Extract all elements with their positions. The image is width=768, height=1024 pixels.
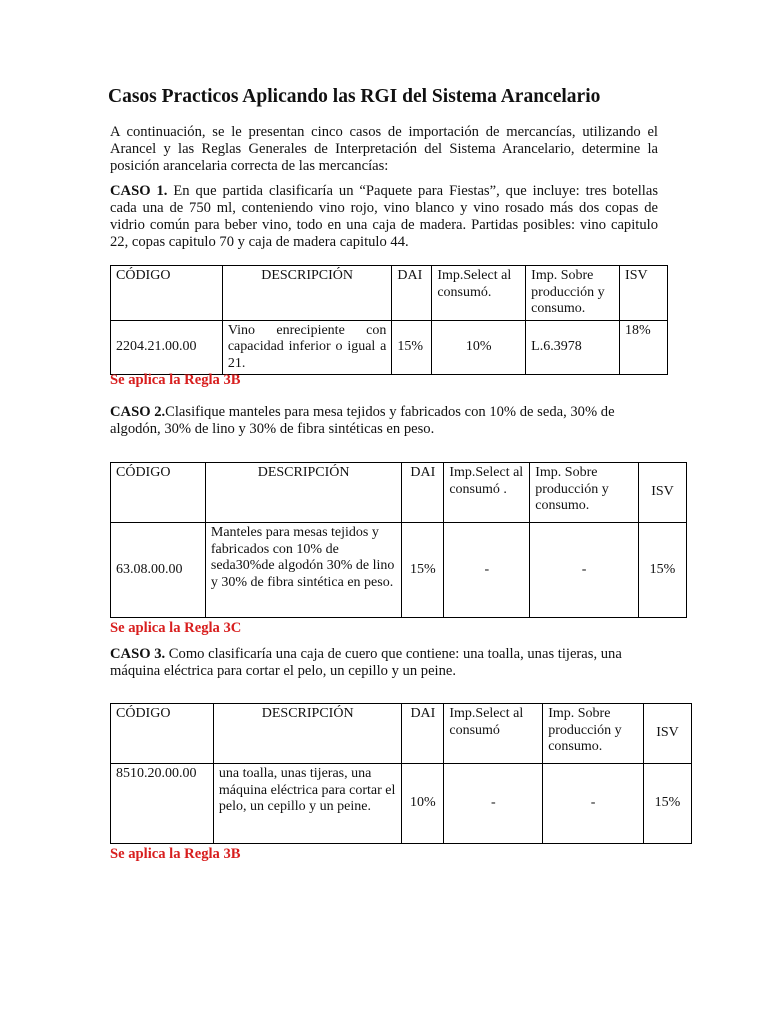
header-imp-sobre: Imp. Sobre producción y consumo. xyxy=(530,463,639,523)
cell-descripcion: Vino enrecipiente con capacidad inferior o igual a 21. xyxy=(222,320,392,375)
header-isv: ISV xyxy=(620,266,668,321)
header-descripcion: DESCRIPCIÓN xyxy=(205,463,401,523)
cell-dai: 15% xyxy=(392,320,432,375)
table-row xyxy=(111,320,668,375)
caso1-table xyxy=(110,265,668,375)
cell-descripcion: Manteles para mesas tejidos y fabricados con 10% de seda30%de algodón 30% de lino y 30% de fibra sintética en peso. xyxy=(205,523,401,618)
caso3-paragraph xyxy=(110,646,658,680)
table-header-row xyxy=(111,266,668,321)
caso3-text: Como clasificaría una caja de cuero que contiene: una toalla, unas tijeras, una máquina eléctrica para cortar el pelo, un cepillo y un peine. xyxy=(110,646,622,679)
caso3-label: CASO 3. xyxy=(110,646,166,662)
table-header-row xyxy=(111,463,687,523)
caso3-regla: Se aplica la Regla 3B xyxy=(110,846,241,862)
cell-imp-sobre: - xyxy=(543,764,644,844)
intro-paragraph: A continuación, se le presentan cinco casos de importación de mercancías, utilizando el Arancel y las Reglas Generales de Interpretación del Sistema Arancelario, determine la posición arancelaria correcta de las mercancías: xyxy=(110,124,658,174)
cell-codigo: 8510.20.00.00 xyxy=(111,764,214,844)
header-imp-sobre: Imp. Sobre producción y consumo. xyxy=(526,266,620,321)
header-isv: ISV xyxy=(644,704,692,764)
caso1-label: CASO 1. xyxy=(110,183,168,199)
cell-codigo: 63.08.00.00 xyxy=(111,523,206,618)
cell-isv: 15% xyxy=(644,764,692,844)
header-imp-select: Imp.Select al consumó. xyxy=(432,266,526,321)
header-imp-select: Imp.Select al consumó . xyxy=(444,463,530,523)
header-codigo: CÓDIGO xyxy=(111,266,223,321)
cell-descripcion: una toalla, unas tijeras, una máquina eléctrica para cortar el pelo, un cepillo y un peine. xyxy=(213,764,401,844)
header-dai: DAI xyxy=(402,704,444,764)
table-row xyxy=(111,523,687,618)
cell-imp-sobre: - xyxy=(530,523,639,618)
header-codigo: CÓDIGO xyxy=(111,463,206,523)
cell-dai: 15% xyxy=(402,523,444,618)
header-imp-select: Imp.Select al consumó xyxy=(444,704,543,764)
caso2-text: Clasifique manteles para mesa tejidos y fabricados con 10% de seda, 30% de algodón, 30% de lino y 30% de fibra sintéticas en peso. xyxy=(110,404,615,437)
caso3-table xyxy=(110,703,692,844)
header-descripcion: DESCRIPCIÓN xyxy=(222,266,392,321)
cell-codigo: 2204.21.00.00 xyxy=(111,320,223,375)
header-isv: ISV xyxy=(639,463,687,523)
page-title: Casos Practicos Aplicando las RGI del Sistema Arancelario xyxy=(108,86,601,107)
caso2-table xyxy=(110,462,687,618)
cell-imp-sobre: L.6.3978 xyxy=(526,320,620,375)
cell-dai: 10% xyxy=(402,764,444,844)
cell-imp-select: 10% xyxy=(432,320,526,375)
header-imp-sobre: Imp. Sobre producción y consumo. xyxy=(543,704,644,764)
cell-isv: 15% xyxy=(639,523,687,618)
cell-imp-select: - xyxy=(444,523,530,618)
caso2-regla: Se aplica la Regla 3C xyxy=(110,620,242,636)
caso2-paragraph xyxy=(110,404,658,438)
caso1-regla: Se aplica la Regla 3B xyxy=(110,372,241,388)
header-codigo: CÓDIGO xyxy=(111,704,214,764)
caso1-text: En que partida clasificaría un “Paquete para Fiestas”, que incluye: tres botellas cada una de 750 ml, conteniendo vino rojo, vino blanco y vino rosado más dos copas de vidrio común para beber vino, todo en una caja de madera. Partidas posibles: vino capitulo 22, copas capitulo 70 y caja de madera capitulo 44. xyxy=(110,183,659,250)
caso2-label: CASO 2. xyxy=(110,404,166,420)
header-dai: DAI xyxy=(392,266,432,321)
table-row xyxy=(111,764,692,844)
cell-imp-select: - xyxy=(444,764,543,844)
table-header-row xyxy=(111,704,692,764)
caso1-paragraph xyxy=(110,183,658,251)
header-descripcion: DESCRIPCIÓN xyxy=(213,704,401,764)
header-dai: DAI xyxy=(402,463,444,523)
cell-isv: 18% xyxy=(620,320,668,375)
